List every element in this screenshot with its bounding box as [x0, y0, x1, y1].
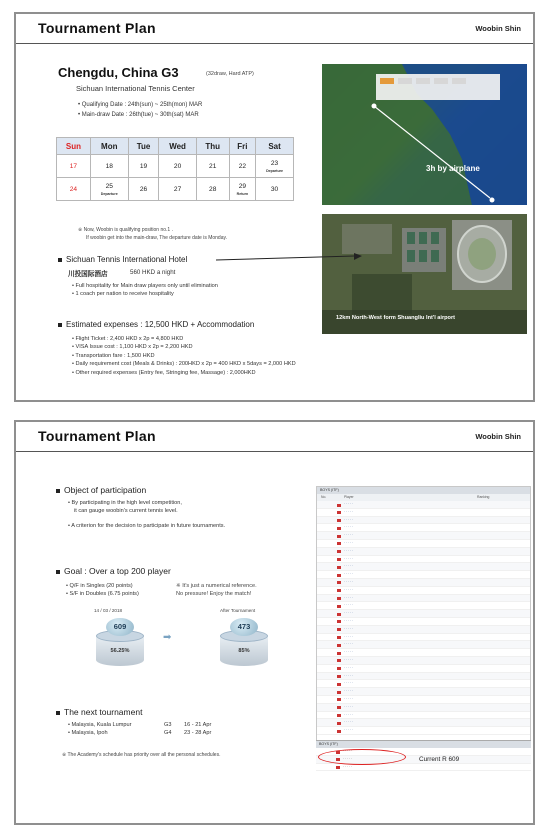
calendar-day: 22 [229, 155, 255, 178]
hotel-pointer-arrow [216, 252, 366, 270]
goal-items [66, 582, 139, 599]
ranking-row: · · · · · [317, 540, 530, 548]
slide-author: Woobin Shin [475, 432, 521, 441]
after-percent: 85% [238, 648, 250, 654]
ranking-rows [317, 501, 530, 735]
calendar-day-tag: Return [236, 191, 249, 196]
ranking-row: · · · · · [317, 556, 530, 564]
objective-item: it can gauge woobin's current tennis level. [74, 508, 178, 515]
next-tournament-row: • Malaysia, Kuala Lumpur G3 16 - 21 Apr [68, 722, 212, 728]
goal-item: • S/F in Doubles (6.75 points) [66, 591, 139, 598]
ranking-row: · · · · · [317, 548, 530, 556]
calendar-day: 19 [128, 155, 159, 178]
calendar-header-sun: Sun [57, 138, 91, 155]
current-rank-highlight [318, 749, 406, 765]
ranking-row: · · · · · [316, 748, 531, 756]
calendar-header-sat: Sat [256, 138, 294, 155]
main-draw-date: • Main-draw Date : 26th(tue) ~ 30th(sat) MAR [78, 112, 199, 118]
slide-tournament-plan-chengdu [14, 12, 535, 402]
calendar-header-tue: Tue [128, 138, 159, 155]
goal-note: ※ It's just a numerical reference. No pressure! Enjoy the match! [176, 583, 257, 598]
schedule-priority-note: ※ The Academy's schedule has priority over all the personal schedules. [62, 752, 221, 758]
ranking-row: · · · · · [317, 509, 530, 517]
calendar-day-tag: Departure [100, 191, 118, 196]
calendar-day: 20 [159, 155, 196, 178]
after-rank-cylinder [220, 618, 268, 666]
calendar-week [57, 178, 294, 201]
expense-item: • Transportation fare : 1,500 HKD [72, 352, 155, 359]
objective-item: • By participating in the high level competition, [68, 500, 182, 506]
objective-item: • A criterion for the decision to participate in future tournaments. [68, 522, 226, 529]
ranking-row: · · · · · [317, 563, 530, 571]
objective-items [56, 499, 225, 530]
bullet-square-icon [56, 570, 60, 574]
before-date: 14 / 03 / 2018 [94, 608, 123, 613]
calendar-day: 25 Departure [90, 178, 128, 201]
calendar-day: 30 [256, 178, 294, 201]
ranking-row: · · · · · [316, 764, 531, 772]
ranking-row: · · · · · [317, 524, 530, 532]
venue-distance-label: 12km North-West form Shuangliu Int'l airport [336, 315, 456, 321]
ranking-row: · · · · · [317, 641, 530, 649]
qualifying-date: • Qualifying Date : 24th(sun) ~ 25th(mon) MAR [78, 102, 203, 108]
calendar-day: 23 Departure [256, 155, 294, 178]
goal-title: Goal : Over a top 200 player [56, 566, 171, 576]
calendar-day: 18 [90, 155, 128, 178]
before-percent: 56.25% [110, 648, 130, 654]
before-rank-cylinder [96, 618, 144, 666]
ranking-row: · · · · · [317, 673, 530, 681]
ranking-row: · · · · · [317, 587, 530, 595]
calendar-day: 21 [196, 155, 229, 178]
bullet-square-icon [56, 489, 60, 493]
calendar-header-mon: Mon [90, 138, 128, 155]
ranking-row: · · · · · [317, 657, 530, 665]
ranking-row: · · · · · [317, 634, 530, 642]
slide-title: Tournament Plan [38, 20, 156, 36]
objective-title: Object of participation [56, 485, 225, 495]
expenses-title: Estimated expenses : 12,500 HKD + Accommodation [58, 320, 254, 329]
ranking-row: · · · · · [317, 602, 530, 610]
ranking-row: · · · · · [317, 665, 530, 673]
ranking-row: · · · · · [317, 610, 530, 618]
calendar-day: 26 [128, 178, 159, 201]
venue-name: Sichuan International Tennis Center [76, 84, 195, 93]
calendar-day: 29 Return [229, 178, 255, 201]
hotel-conditions [72, 282, 218, 299]
bullet-square-icon [58, 323, 62, 327]
flight-route-map-graphic [322, 64, 527, 205]
expense-item: • Daily requirement cost (Meals & Drinks) : 200HKD x 2p = 400 HKD x 5days = 2,000 HKD [72, 361, 296, 368]
ranking-row: · · · · · [317, 579, 530, 587]
ranking-row: · · · · · [317, 626, 530, 634]
ranking-row: · · · · · [316, 756, 531, 764]
calendar-day: 28 [196, 178, 229, 201]
ranking-row: · · · · · [317, 517, 530, 525]
bullet-square-icon [58, 258, 62, 262]
ranking-row: · · · · · [317, 532, 530, 540]
ranking-columns: No. Player Ranking [317, 494, 530, 501]
expense-item: • VISA Issue cost : 1,100 HKD x 2p = 2,200 HKD [72, 344, 193, 351]
slide-header [16, 14, 533, 44]
hotel-title: Sichuan Tennis International Hotel [58, 255, 187, 264]
calendar-header-fri: Fri [229, 138, 255, 155]
calendar-header-wed: Wed [159, 138, 196, 155]
ranking-row: · · · · · [317, 571, 530, 579]
after-rank: 473 [230, 618, 258, 636]
calendar-day: 27 [159, 178, 196, 201]
slide-title: Tournament Plan [38, 428, 156, 444]
calendar-day: 24 [57, 178, 91, 201]
calendar-day: 17 [57, 155, 91, 178]
ranking-head: BOYS (ITF) [316, 741, 531, 748]
expense-item: • Flight Ticket : 2,400 HKD x 2p = 4,800 HKD [72, 336, 184, 342]
calendar-header-thu: Thu [196, 138, 229, 155]
tournament-dates [78, 100, 202, 120]
hotel-condition: • Full hospitality for Main draw players only until elimination [72, 283, 218, 289]
slide-tournament-plan-goals [14, 420, 535, 825]
slide-header [16, 422, 533, 452]
ranking-head: BOYS (ITF) [317, 487, 530, 494]
flight-route-map [322, 64, 527, 205]
calendar-note: ※ Now, Woobin is qualifying position no.1 . [78, 227, 173, 233]
ranking-row: · · · · · [317, 704, 530, 712]
hotel-condition: • 1 coach per nation to receive hospitality [72, 291, 174, 298]
ranking-row: · · · · · [317, 595, 530, 603]
calendar-day-tag: Departure [266, 168, 284, 173]
next-tournament-title: The next tournament [56, 707, 142, 717]
flight-duration-label: 3h by airplane [426, 164, 480, 173]
calendar-notes [78, 226, 227, 242]
ranking-row: · · · · · [317, 618, 530, 626]
current-rank-label: Current R 609 [419, 756, 460, 763]
hotel-name-chinese: 川投国际酒店 [68, 271, 108, 278]
ranking-row: · · · · · [317, 727, 530, 735]
ranking-row: · · · · · [317, 712, 530, 720]
calendar-note: If woobin get into the main-draw, The departure date is Monday. [86, 235, 228, 241]
calendar-week [57, 155, 294, 178]
before-rank: 609 [106, 618, 134, 636]
ranking-row: · · · · · [317, 680, 530, 688]
ranking-row: · · · · · [317, 696, 530, 704]
progress-arrow-icon: ➡ [163, 632, 172, 643]
tournament-city-note: (32draw, Hard ATP) [206, 71, 254, 77]
tournament-city: Chengdu, China G3 [58, 65, 179, 80]
ranking-row: · · · · · [317, 719, 530, 727]
ranking-row: · · · · · [317, 688, 530, 696]
ranking-row: · · · · · [317, 649, 530, 657]
tournament-calendar [56, 137, 294, 201]
hotel-price: 560 HKD a night [130, 269, 176, 276]
after-date: After Tournament [220, 608, 256, 613]
goal-item: • Q/F in Singles (20 points) [66, 583, 133, 589]
objective-section [56, 485, 225, 530]
expense-item: • Other required expenses (Entry fee, Stringing fee, Massage) : 2,000HKD [72, 369, 256, 376]
ranking-row: · · · · · [317, 501, 530, 509]
next-tournament-row: • Malaysia, Ipoh G4 23 - 28 Apr [68, 730, 212, 737]
next-tournament-list [68, 721, 211, 738]
slide-author: Woobin Shin [475, 24, 521, 33]
bullet-square-icon [56, 711, 60, 715]
expenses-list [72, 335, 296, 377]
